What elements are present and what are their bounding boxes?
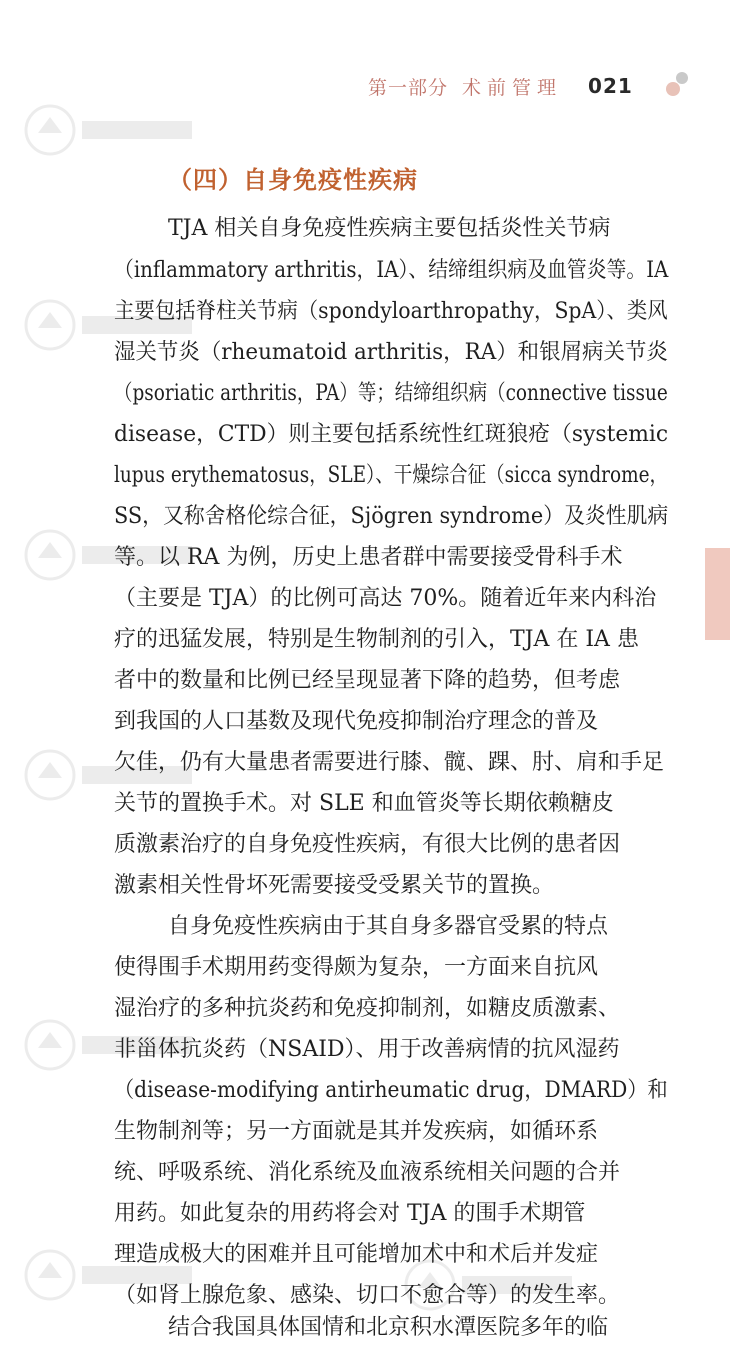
header-decor-dot xyxy=(666,82,680,96)
body-text-line: （如肾上腺危象、感染、切口不愈合等）的发生率。 xyxy=(114,1283,621,1308)
watermark-logo xyxy=(20,95,200,165)
body-text-line: 湿关节炎（rheumatoid arthritis，RA）和银屑病关节炎 xyxy=(114,340,668,365)
body-text-line: 到我国的人口基数及现代免疫抑制治疗理念的普及 xyxy=(114,709,599,734)
body-text-line: 用药。如此复杂的用药将会对 TJA 的围手术期管 xyxy=(114,1201,586,1226)
body-text-line: 疗的迅猛发展，特别是生物制剂的引入，TJA 在 IA 患 xyxy=(114,627,639,652)
section-heading: （四）自身免疫性疾病 xyxy=(168,166,418,194)
body-text-line: SS，又称舍格伦综合征，Sjögren syndrome）及炎性肌病 xyxy=(114,504,669,529)
body-text-line: （主要是 TJA）的比例可高达 70%。随着近年来内科治 xyxy=(114,586,657,611)
body-text-line: 等。以 RA 为例，历史上患者群中需要接受骨科手术 xyxy=(114,545,623,570)
body-text-line: lupus erythematosus，SLE）、干燥综合征（sicca syndrome， xyxy=(114,463,668,488)
body-text-line: 主要包括脊柱关节病（spondyloarthropathy，SpA）、类风 xyxy=(114,299,668,324)
body-text-line: disease，CTD）则主要包括系统性红斑狼疮（systemic xyxy=(114,422,669,447)
body-text-line: 使得围手术期用药变得颇为复杂，一方面来自抗风 xyxy=(114,955,599,980)
page-number: 021 xyxy=(588,74,633,98)
body-text-line: 欠佳，仍有大量患者需要进行膝、髋、踝、肘、肩和手足 xyxy=(114,750,665,775)
body-text-line: 生物制剂等；另一方面就是其并发疾病，如循环系 xyxy=(114,1119,599,1144)
body-text-line: （psoriatic arthritis，PA）等；结缔组织病（connective tissue xyxy=(114,381,668,406)
body-text-line: 理造成极大的困难并且可能增加术中和术后并发症 xyxy=(114,1242,599,1267)
running-header xyxy=(368,66,633,106)
header-section-title: 术前管理 xyxy=(462,76,563,99)
body-text-line: 结合我国具体国情和北京积水潭医院多年的临 xyxy=(168,1315,609,1340)
body-text-line: 统、呼吸系统、消化系统及血液系统相关问题的合并 xyxy=(114,1160,621,1185)
body-text-line: 关节的置换手术。对 SLE 和血管炎等长期依赖糖皮 xyxy=(114,791,614,816)
body-text-line: 湿治疗的多种抗炎药和免疫抑制剂，如糖皮质激素、 xyxy=(114,996,621,1021)
body-text-line: （disease-modifying antirheumatic drug，DMARD）和 xyxy=(114,1078,668,1103)
header-decor-dot xyxy=(676,72,688,84)
body-text-line: TJA 相关自身免疫性疾病主要包括炎性关节病 xyxy=(168,216,611,241)
body-text-line: （inflammatory arthritis，IA）、结缔组织病及血管炎等。IA xyxy=(114,258,669,283)
body-text-line: 者中的数量和比例已经呈现显著下降的趋势，但考虑 xyxy=(114,668,621,693)
chapter-side-tab xyxy=(705,548,730,640)
body-text-line: 自身免疫性疾病由于其自身多器官受累的特点 xyxy=(168,914,609,939)
body-text-line: 质激素治疗的自身免疫性疾病，有很大比例的患者因 xyxy=(114,832,621,857)
body-text-line: 非甾体抗炎药（NSAID）、用于改善病情的抗风湿药 xyxy=(114,1037,620,1062)
body-text-line: 激素相关性骨坏死需要接受受累关节的置换。 xyxy=(114,873,555,898)
header-part-title: 第一部分 xyxy=(368,76,449,99)
